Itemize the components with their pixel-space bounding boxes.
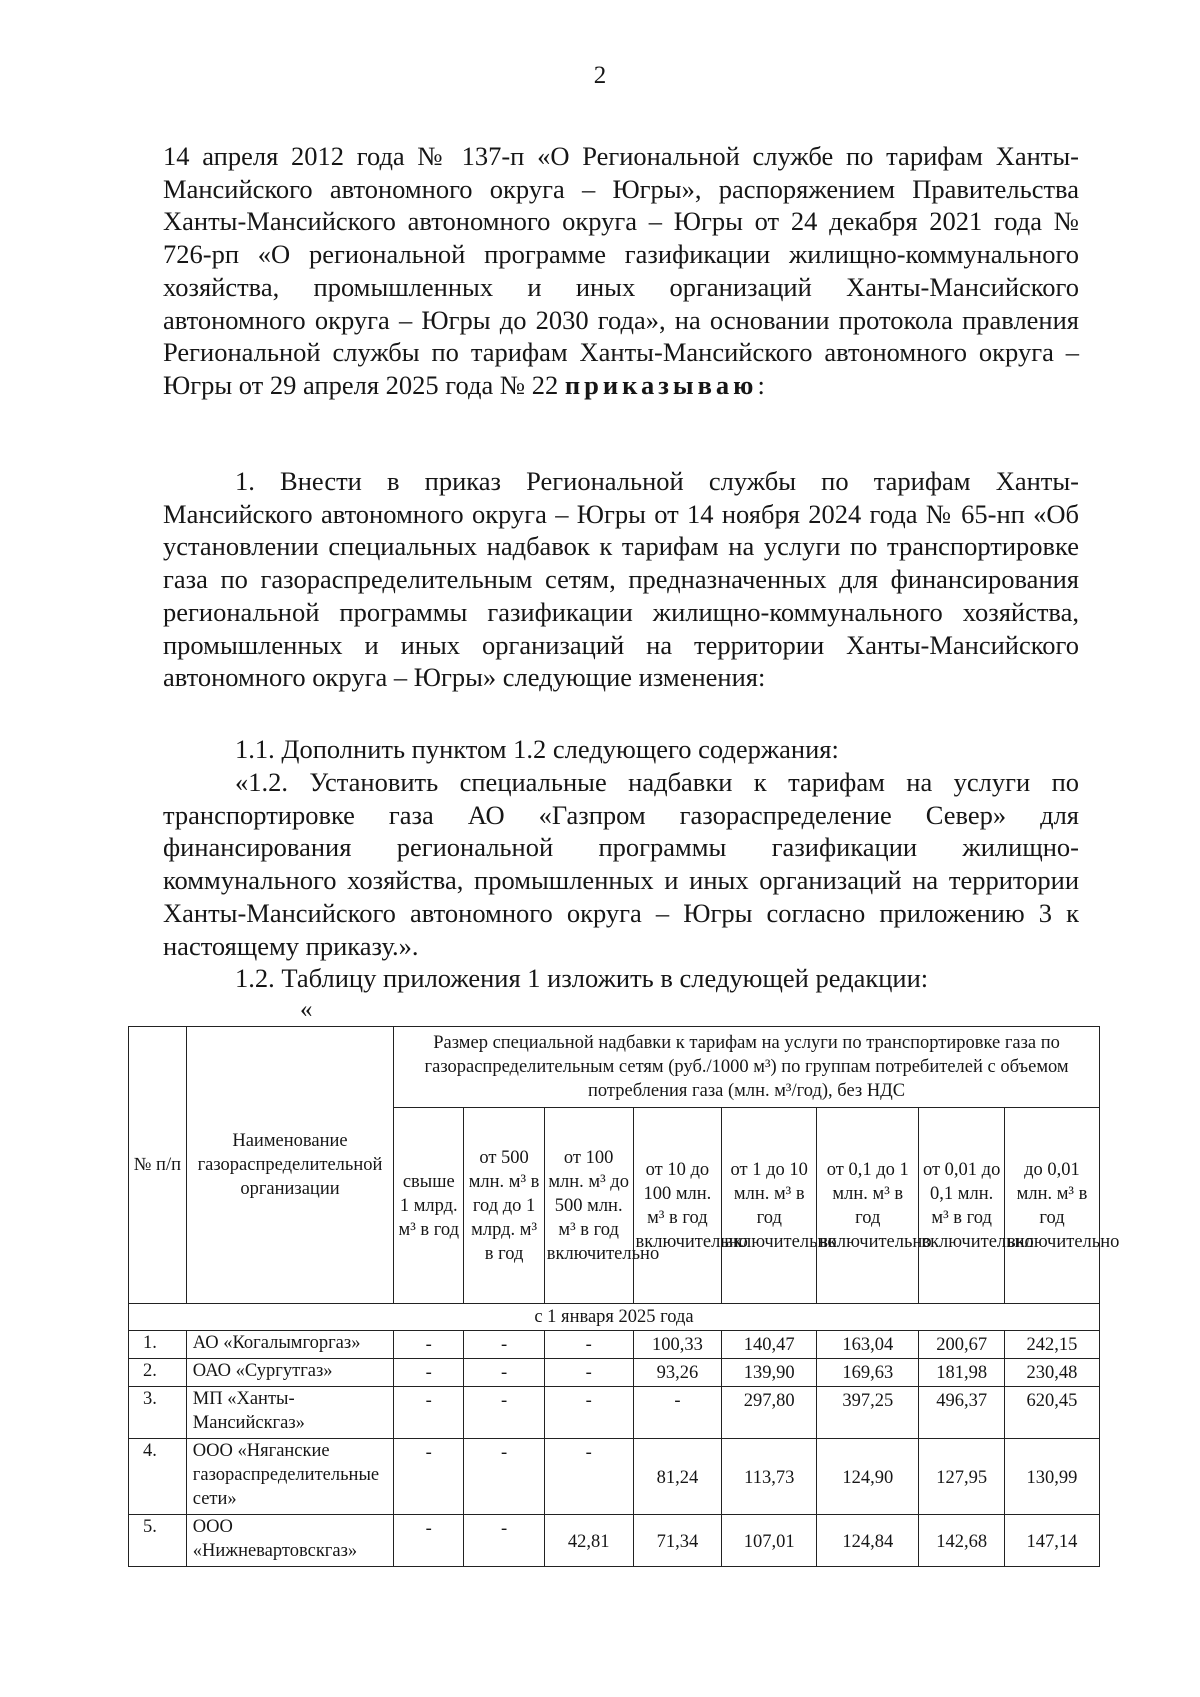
tariff-value: 620,45	[1004, 1387, 1099, 1439]
row-number: 1.	[129, 1331, 187, 1359]
tariff-value: 496,37	[919, 1387, 1005, 1439]
tariff-value: 169,63	[817, 1359, 919, 1387]
row-number: 3.	[129, 1387, 187, 1439]
tariff-value: -	[633, 1387, 722, 1439]
tariff-value: -	[464, 1515, 544, 1567]
group-header: Размер специальной надбавки к тарифам на услуги по транспортировке газа по газораспределительным сетям (руб./1000 м³) по группам потребителей с объемом потребления газа (млн. м³/год), без НДС	[394, 1027, 1100, 1108]
tariff-value: -	[544, 1331, 633, 1359]
group-header-6: от 0,1 до 1 млн. м³ в год включительно	[817, 1108, 919, 1304]
table-open-quote: «	[300, 996, 313, 1023]
tariff-value: 163,04	[817, 1331, 919, 1359]
tariff-value: -	[464, 1331, 544, 1359]
organization-name: МП «Ханты-Мансийскгаз»	[186, 1387, 393, 1439]
organization-name: ОАО «Сургутгаз»	[186, 1359, 393, 1387]
tariff-table	[128, 1026, 1120, 1567]
tariff-value: -	[394, 1387, 464, 1439]
period-row: с 1 января 2025 года	[129, 1304, 1100, 1331]
tariff-value: -	[544, 1387, 633, 1439]
group-header-1: свыше 1 млрд. м³ в год	[394, 1108, 464, 1304]
group-header-2: от 500 млн. м³ в год до 1 млрд. м³ в год	[464, 1108, 544, 1304]
tariff-value: -	[544, 1359, 633, 1387]
tariff-value: 181,98	[919, 1359, 1005, 1387]
tariff-value: 297,80	[722, 1387, 817, 1439]
tariff-value: 124,90	[817, 1439, 919, 1515]
tariff-value: 107,01	[722, 1515, 817, 1567]
tariff-value: -	[394, 1515, 464, 1567]
item-1-2-quote-paragraph: «1.2. Установить специальные надбавки к тарифам на услуги по транспортировке газа АО «Газпром газораспределение Север» для финансирования региональной программы газификации жилищно-коммунального хозяйства, промышленных и иных организаций на территории Ханты-Мансийского автономного округа – Югры согласно приложению 3 к настоящему приказу.».	[163, 767, 1079, 961]
group-header-5: от 1 до 10 млн. м³ в год включительно	[722, 1108, 817, 1304]
row-number: 5.	[129, 1515, 187, 1567]
table-row	[129, 1515, 1100, 1567]
tariff-value: 93,26	[633, 1359, 722, 1387]
tariff-value: 42,81	[544, 1515, 633, 1567]
tariff-value: -	[394, 1331, 464, 1359]
column-header-number: № п/п	[129, 1027, 187, 1304]
table-row	[129, 1359, 1100, 1387]
tariff-value: 113,73	[722, 1439, 817, 1515]
row-number: 4.	[129, 1439, 187, 1515]
tariff-value: -	[394, 1439, 464, 1515]
tariff-value: 140,47	[722, 1331, 817, 1359]
tariff-value: 397,25	[817, 1387, 919, 1439]
group-header-8: до 0,01 млн. м³ в год включительно	[1004, 1108, 1099, 1304]
intro-colon: :	[757, 369, 765, 400]
tariff-value: 130,99	[1004, 1439, 1099, 1515]
organization-name: ООО «Няганские газораспределительные сети»	[186, 1439, 393, 1515]
organization-name: ООО «Нижневартовскгаз»	[186, 1515, 393, 1567]
tariff-value: 100,33	[633, 1331, 722, 1359]
tariff-value: 139,90	[722, 1359, 817, 1387]
table-row	[129, 1387, 1100, 1439]
tariff-value: -	[544, 1439, 633, 1515]
row-number: 2.	[129, 1359, 187, 1387]
group-header-3: от 100 млн. м³ до 500 млн. м³ в год включительно	[544, 1108, 633, 1304]
intro-text: 14 апреля 2012 года № 137-п «О Региональной службе по тарифам Ханты-Мансийского автономного округа – Югры», распоряжением Правительства Ханты-Мансийского автономного округа – Югры от 24 декабря 2021 года № 726-рп «О региональной программе газификации жилищно-коммунального хозяйства, промышленных и иных организаций Ханты-Мансийского автономного округа – Югры до 2030 года», на основании протокола правления Региональной службы по тарифам Ханты-Мансийского автономного округа – Югры от 29 апреля 2025 года № 22	[163, 141, 1079, 400]
table-row	[129, 1439, 1100, 1515]
tariff-value: 147,14	[1004, 1515, 1099, 1567]
order-word: приказываю	[564, 369, 758, 400]
intro-paragraph	[163, 140, 1079, 402]
column-header-organization: Наименование газораспределительной организации	[186, 1027, 393, 1304]
table-row	[129, 1331, 1100, 1359]
tariff-value: 230,48	[1004, 1359, 1099, 1387]
tariff-value: -	[464, 1439, 544, 1515]
tariff-value: 127,95	[919, 1439, 1005, 1515]
tariff-value: 81,24	[633, 1439, 722, 1515]
item-1-1-paragraph: 1.1. Дополнить пунктом 1.2 следующего содержания:	[235, 734, 839, 764]
tariff-value: -	[394, 1359, 464, 1387]
item-1-paragraph: 1. Внести в приказ Региональной службы по тарифам Ханты-Мансийского автономного округа – Югры от 14 ноября 2024 года № 65-нп «Об установлении специальных надбавок к тарифам на услуги по транспортировке газа по газораспределительным сетям, предназначенных для финансирования региональной программы газификации жилищно-коммунального хозяйства, промышленных и иных организаций на территории Ханты-Мансийского автономного округа – Югры» следующие изменения:	[163, 466, 1079, 693]
page-number: 2	[593, 62, 607, 89]
group-header-4: от 10 до 100 млн. м³ в год включительно	[633, 1108, 722, 1304]
tariff-value: -	[464, 1359, 544, 1387]
tariff-value: 242,15	[1004, 1331, 1099, 1359]
tariff-value: -	[464, 1387, 544, 1439]
tariff-value: 124,84	[817, 1515, 919, 1567]
group-header-7: от 0,01 до 0,1 млн. м³ в год включительно	[919, 1108, 1005, 1304]
item-1-2-paragraph: 1.2. Таблицу приложения 1 изложить в следующей редакции:	[235, 963, 929, 993]
tariff-value: 142,68	[919, 1515, 1005, 1567]
tariff-value: 200,67	[919, 1331, 1005, 1359]
organization-name: АО «Когалымгоргаз»	[186, 1331, 393, 1359]
tariff-value: 71,34	[633, 1515, 722, 1567]
